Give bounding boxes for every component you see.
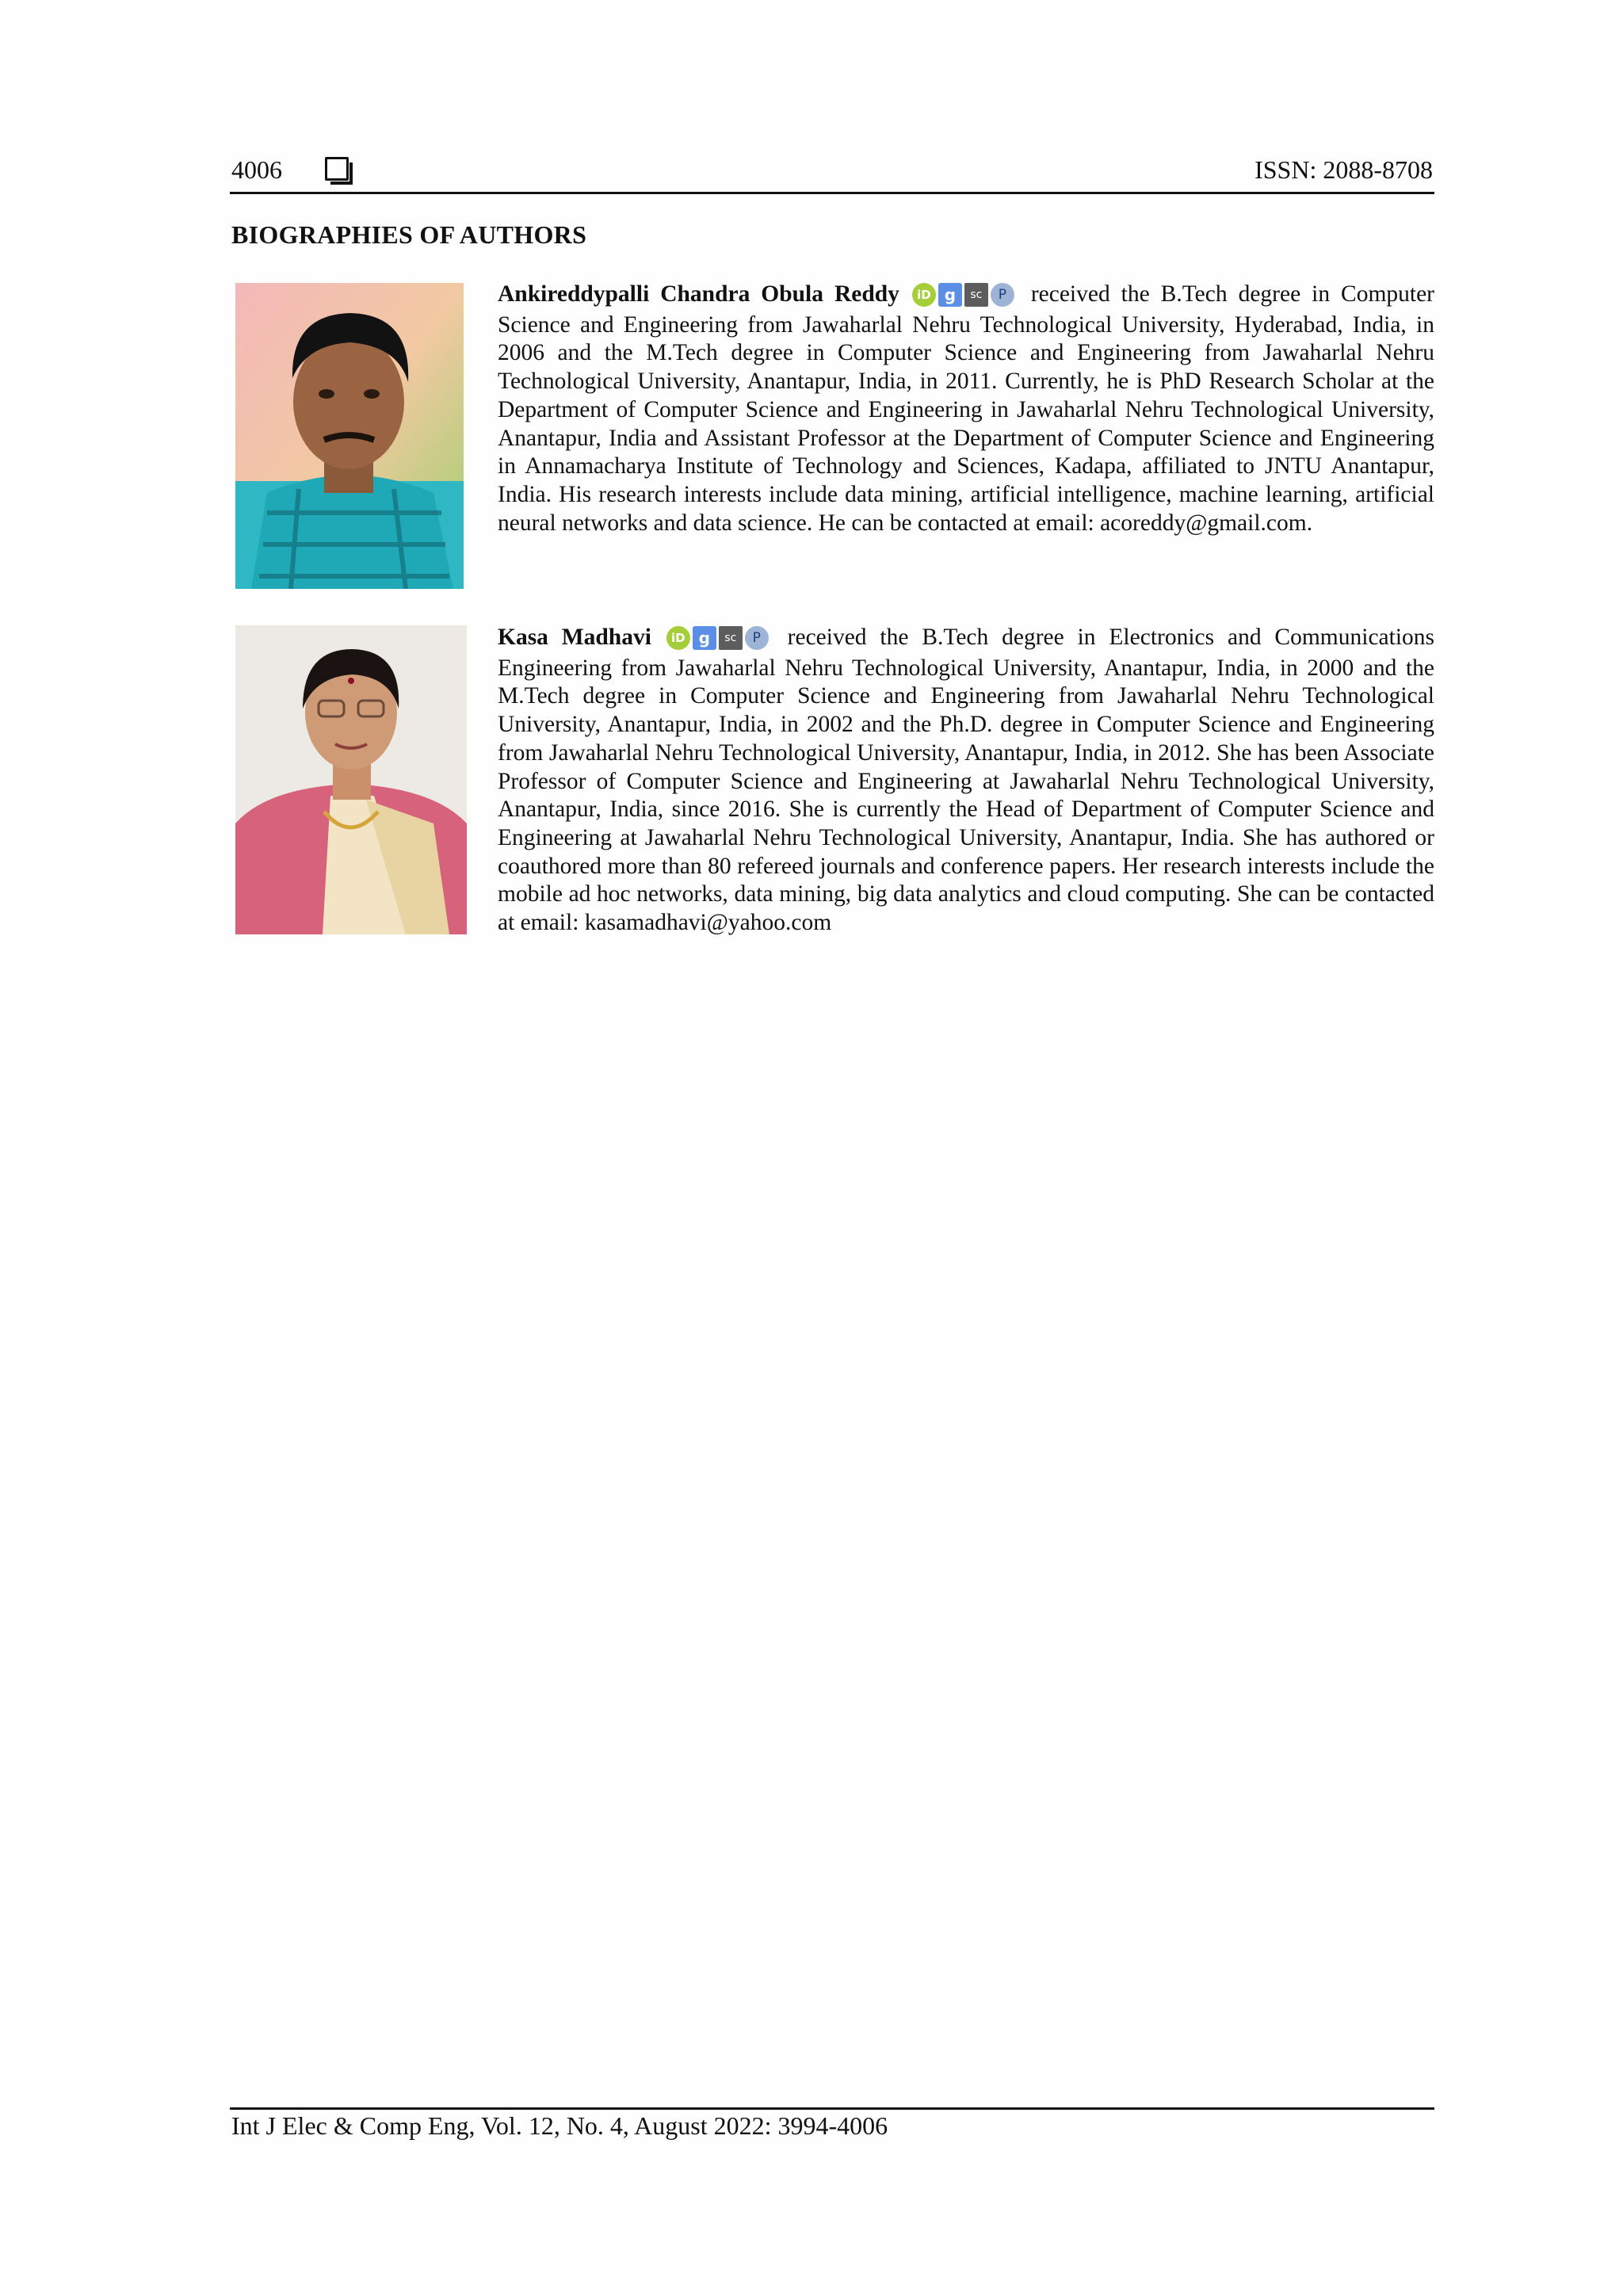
scopus-icon[interactable]: sc [964,283,988,307]
publons-icon[interactable]: P [991,283,1014,307]
footer-divider [230,2107,1434,2110]
google-scholar-icon[interactable]: g [693,626,716,650]
scopus-icon[interactable]: sc [719,626,743,650]
orcid-icon[interactable]: iD [912,283,936,307]
section-title: BIOGRAPHIES OF AUTHORS [231,220,587,249]
author-photo-2 [235,625,467,934]
page-number: 4006 [231,155,282,184]
author-bio-2 [498,624,1434,938]
author-2-profile-icons [666,626,771,655]
author-name-2: Kasa Madhavi [498,625,651,650]
author-1-profile-icons [912,283,1017,311]
issn: ISSN: 2088-8708 [1254,155,1433,184]
author-bio-text-2: received the B.Tech degree in Electronics and Communications Engineering from Jawaharlal Nehru Technological University, Anantapur, India, in 2000 and the M.Tech degree in Computer Science and Engineering from Jawaharlal Nehru Technological University, Anantapur, India, in 2002 and the Ph.D. degree in Computer Science and Engineering from Jawaharlal Nehru Technological University, Anantapur, India, in 2012. She has been Associate Professor of Computer Science and Engineering at Jawaharlal Nehru Technological University, Anantapur, India, since 2016. She is currently the Head of Department of Computer Science and Engineering at Jawaharlal Nehru Technological University, Anantapur, India. She has authored or coauthored more than 80 refereed journals and conference papers. Her research interests include the mobile ad hoc networks, data mining, big data analytics and cloud computing. She can be contacted at email: kasamadhavi@yahoo.com [498,625,1435,936]
author-photo-1 [235,283,464,589]
author-photo-2-image [235,625,467,934]
google-scholar-icon[interactable]: g [938,283,962,307]
author-photo-1-image [235,283,464,589]
publons-icon[interactable]: P [745,626,769,650]
page-footer: Int J Elec & Comp Eng, Vol. 12, No. 4, August 2022: 3994-4006 [231,2111,888,2140]
author-name-1: Ankireddypalli Chandra Obula Reddy [498,281,899,307]
author-bio-text-1: received the B.Tech degree in Computer Science and Engineering from Jawaharlal Nehru Technological University, Hyderabad, India, in 2006 and the M.Tech degree in Computer Science and Engineering from Jawaharlal Nehru Technological University, Anantapur, India, in 2011. Currently, he is PhD Research Scholar at the Department of Computer Science and Engineering in Jawaharlal Nehru Technological University, Anantapur, India and Assistant Professor at the Department of Computer Science and Engineering in Annamacharya Institute of Technology and Sciences, Kadapa, affiliated to JNTU Anantapur, India. His research interests include data mining, artificial intelligence, machine learning, artificial neural networks and data science. He can be contacted at email: acoreddy@gmail.com. [498,281,1435,536]
orcid-icon[interactable]: iD [666,626,690,650]
checkbox-glyph-icon [325,157,349,181]
author-bio-1 [498,281,1434,537]
page-header [230,151,1434,194]
